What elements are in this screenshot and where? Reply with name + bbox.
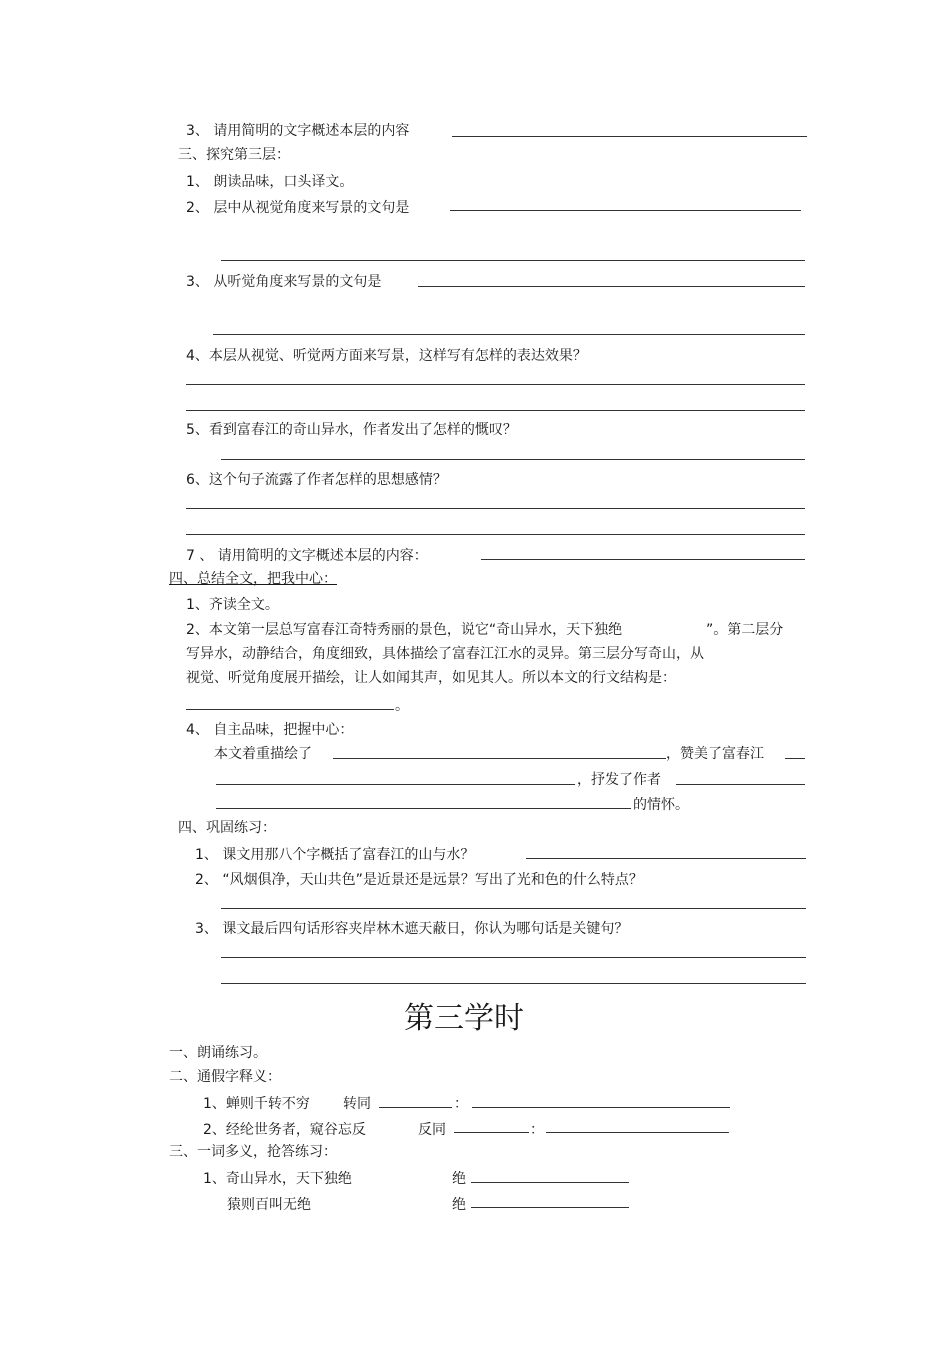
q-eight-characters: 1、 课文用那八个字概括了富春江的山与水？ (195, 847, 475, 863)
answer-line[interactable] (186, 384, 805, 385)
answer-line[interactable] (186, 410, 805, 411)
answer-line[interactable] (221, 957, 806, 958)
answer-line[interactable] (221, 908, 806, 909)
answer-line[interactable] (472, 1107, 730, 1108)
word-jue: 绝 (452, 1171, 466, 1187)
item-apes-cry: 猿则百叫无绝 (227, 1197, 311, 1213)
answer-line[interactable] (481, 559, 805, 560)
section-heading-summary: 四、总结全文，把我中心： (169, 571, 337, 587)
colon: ： (454, 1096, 468, 1112)
q-auditory-sentences: 3、 从听觉角度来写景的文句是 (186, 274, 382, 290)
q-visual-sentences: 2、 层中从视觉角度来写景的文句是 (186, 200, 410, 216)
section-recitation: 一、朗诵练习。 (169, 1045, 267, 1061)
section-heading-layer3: 三、探究第三层： (178, 147, 290, 163)
answer-line[interactable] (418, 286, 805, 287)
q-key-sentence: 3、 课文最后四句话形容夹岸林木遮天蔽日，你认为哪句话是关键句？ (195, 921, 629, 937)
answer-line[interactable] (676, 784, 805, 785)
q-structure-line1a: 2、本文第一层总写富春江奇特秀丽的景色，说它“奇山异水，天下独绝 (186, 622, 623, 638)
answer-line[interactable] (452, 136, 807, 137)
item-unique-scenery: 1、奇山异水，天下独绝 (203, 1171, 352, 1187)
answer-line[interactable] (546, 1132, 729, 1133)
answer-line[interactable] (379, 1107, 452, 1108)
section-interchangeable-chars: 二、通假字释义： (169, 1069, 281, 1085)
colon: ： (530, 1122, 544, 1138)
answer-line[interactable] (221, 459, 805, 460)
q-read-aloud: 1、 朗读品味，口头译文。 (186, 174, 354, 190)
item-cicada: 1、蝉则千转不穷 (203, 1096, 310, 1112)
answer-line[interactable] (213, 334, 805, 335)
answer-line[interactable] (216, 808, 631, 809)
q-author-feelings: 6、这个句子流露了作者怎样的思想感情？ (186, 472, 447, 488)
theme-prompt-d: 的情怀。 (633, 797, 689, 813)
answer-line[interactable] (216, 784, 575, 785)
answer-line[interactable] (785, 758, 805, 759)
answer-line[interactable] (186, 709, 394, 710)
answer-line[interactable] (526, 858, 806, 859)
q-structure-line3: 视觉、听觉角度展开描绘，让人如闻其声，如见其人。所以本文的行文结构是： (186, 670, 676, 686)
answer-line[interactable] (471, 1207, 629, 1208)
answer-line[interactable] (471, 1182, 629, 1183)
q-expression-effect: 4、本层从视觉、听觉两方面来写景，这样写有怎样的表达效果？ (186, 348, 587, 364)
q-summary-layer2: 3、 请用简明的文字概述本层的内容 (186, 123, 410, 139)
same-as-label: 反同 (418, 1122, 446, 1138)
q-summary-layer3: 7 、 请用简明的文字概述本层的内容： (186, 548, 428, 564)
period: 。 (395, 698, 409, 714)
answer-line[interactable] (333, 758, 666, 759)
q-near-far-view: 2、 “风烟俱净，天山共色”是近景还是远景？写出了光和色的什么特点？ (195, 872, 643, 888)
answer-line[interactable] (221, 983, 806, 984)
section-heading-practice: 四、巩固练习： (178, 820, 276, 836)
answer-line[interactable] (454, 1132, 529, 1133)
answer-line[interactable] (186, 508, 805, 509)
q-read-whole-text: 1、齐读全文。 (186, 597, 279, 613)
theme-prompt-b: ，赞美了富春江 (666, 746, 764, 762)
theme-prompt-a: 本文着重描绘了 (214, 746, 312, 762)
same-as-label: 转同 (343, 1096, 371, 1112)
answer-line[interactable] (221, 260, 805, 261)
page-title: 第三学时 (404, 1001, 524, 1036)
theme-prompt-c: ，抒发了作者 (577, 772, 661, 788)
item-forget-return: 2、经纶世务者，窥谷忘反 (203, 1122, 366, 1138)
q-grasp-theme: 4、 自主品味，把握中心： (186, 722, 354, 738)
word-jue: 绝 (452, 1197, 466, 1213)
answer-line[interactable] (186, 534, 805, 535)
answer-line[interactable] (450, 210, 801, 211)
q-structure-line1b: ”。第二层分 (706, 622, 784, 638)
section-polysemy: 三、一词多义，抢答练习： (169, 1144, 337, 1160)
q-author-sigh: 5、看到富春江的奇山异水，作者发出了怎样的慨叹？ (186, 422, 517, 438)
q-structure-line2: 写异水，动静结合，角度细致，具体描绘了富春江江水的灵异。第三层分写奇山，从 (186, 646, 704, 662)
